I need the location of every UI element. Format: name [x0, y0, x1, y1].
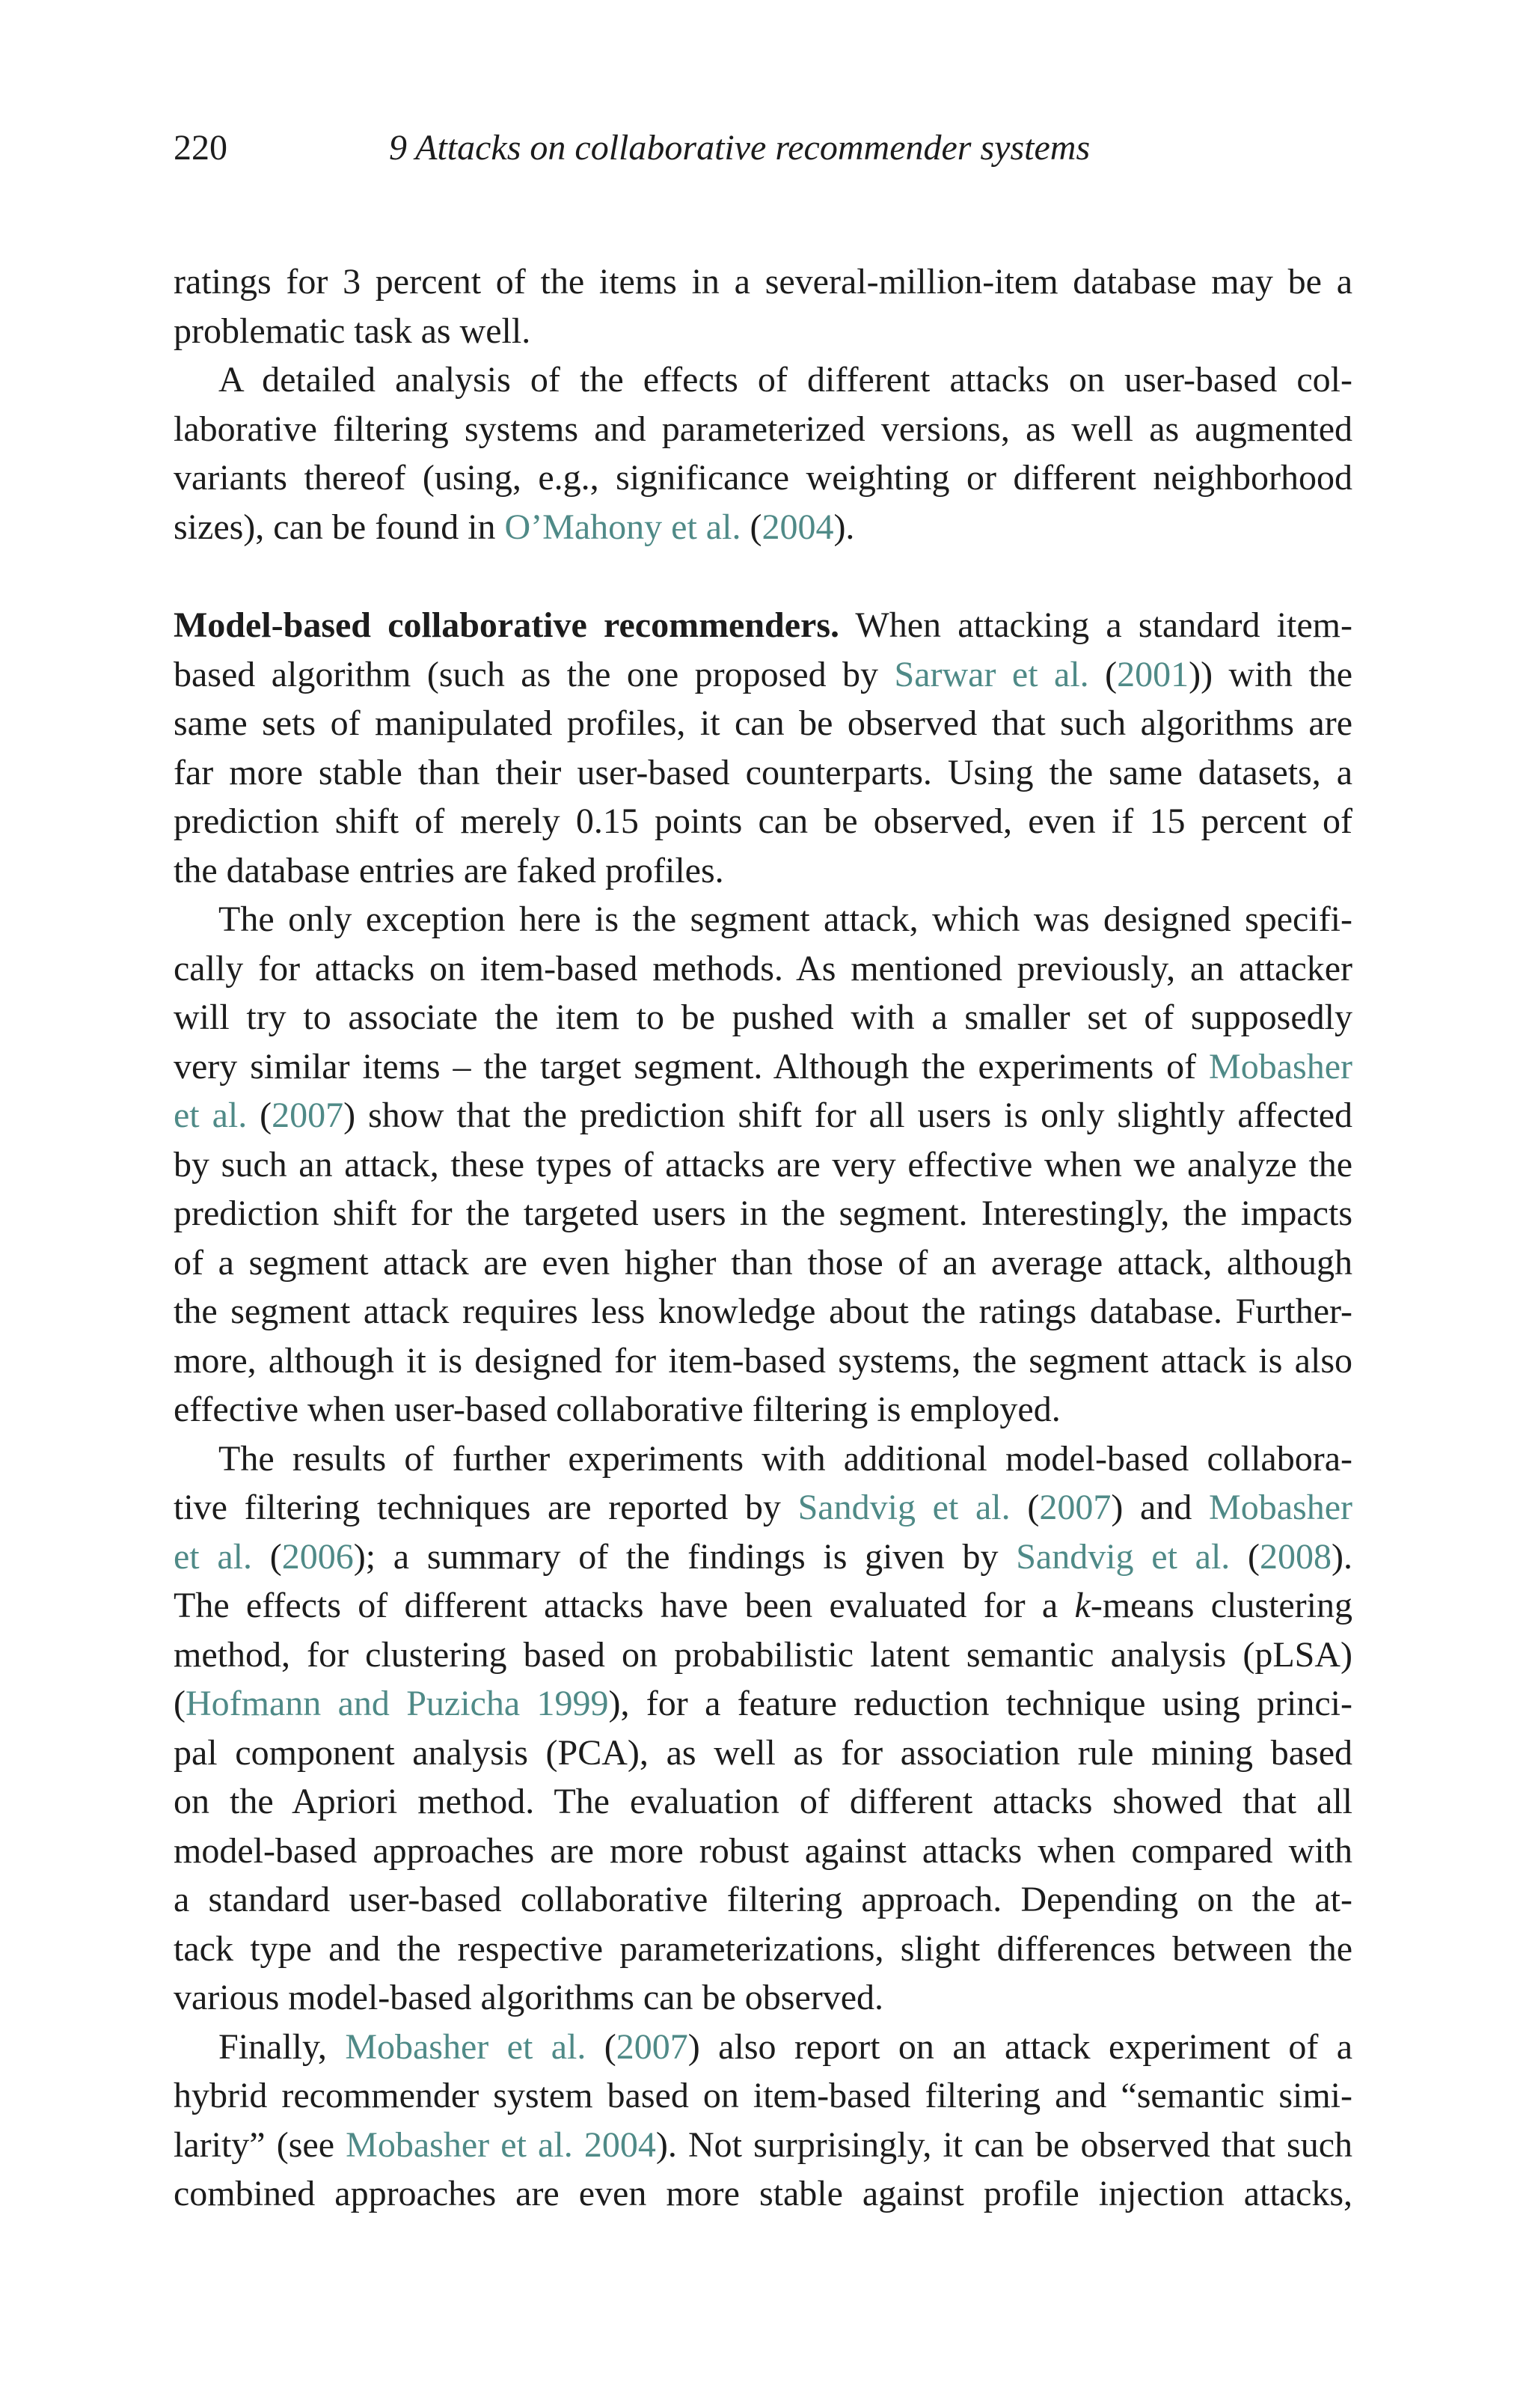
- text-line: various model-based algorithms can be observed.: [174, 1978, 884, 2017]
- text-line: model-based approaches are more robust against attacks when compared with: [174, 1830, 1352, 1871]
- text-line: laborative filtering systems and parameterized versions, as well as augmented: [174, 409, 1352, 449]
- citation-link[interactable]: Sandvig et al.: [1016, 1536, 1231, 1577]
- text-line: et al. (2007) show that the prediction shift for all users is only slightly affected: [174, 1095, 1352, 1135]
- citation-link[interactable]: Mobasher et al. 2004: [346, 2124, 656, 2165]
- citation-link[interactable]: Sarwar et al.: [894, 654, 1089, 694]
- citation-link[interactable]: 2004: [762, 507, 834, 547]
- text-line: on the Apriori method. The evaluation of different attacks showed that all: [174, 1782, 1352, 1821]
- running-header: [174, 126, 1352, 171]
- citation-link[interactable]: O’Mahony et al.: [504, 507, 741, 547]
- citation-link[interactable]: Mobasher: [1209, 1488, 1352, 1527]
- text-line: prediction shift for the targeted users in the segment. Interestingly, the impacts: [174, 1194, 1352, 1233]
- text-line: far more stable than their user-based counterparts. Using the same datasets, a: [174, 752, 1352, 792]
- text-line: larity” (see Mobasher et al. 2004). Not surprisingly, it can be observed that such: [174, 2124, 1352, 2165]
- citation-link[interactable]: Mobasher: [1209, 1046, 1352, 1087]
- text-line: the database entries are faked profiles.: [174, 850, 724, 890]
- citation-link[interactable]: 2008: [1260, 1536, 1332, 1577]
- citation-link[interactable]: 2007: [616, 2026, 688, 2067]
- page-number: 220: [174, 128, 227, 168]
- citation-link[interactable]: 2006: [281, 1536, 354, 1577]
- citation-link[interactable]: 2001: [1117, 654, 1189, 694]
- text-line: combined approaches are even more stable against profile injection attacks,: [174, 2174, 1352, 2213]
- text-line: effective when user-based collaborative filtering is employed.: [174, 1390, 1061, 1429]
- text-line: Finally, Mobasher et al. (2007) also report on an attack experiment of a: [218, 2026, 1352, 2067]
- citation-link[interactable]: et al.: [174, 1536, 253, 1577]
- text-line: will try to associate the item to be pushed with a smaller set of supposedly: [174, 997, 1352, 1037]
- citation-link[interactable]: Mobasher et al.: [345, 2026, 586, 2067]
- citation-link[interactable]: Hofmann and Puzicha 1999: [185, 1684, 609, 1723]
- text-line: The effects of different attacks have been evaluated for a k-means clustering: [174, 1586, 1352, 1625]
- text-line: Model-based collaborative recommenders. When attacking a standard item-: [174, 605, 1352, 645]
- citation-link[interactable]: et al.: [174, 1095, 248, 1135]
- text-line: the segment attack requires less knowledge about the ratings database. Further-: [174, 1292, 1352, 1331]
- text-line: variants thereof (using, e.g., significance weighting or different neighborhood: [174, 458, 1352, 498]
- text-line: tive filtering techniques are reported by Sandvig et al. (2007) and Mobasher: [174, 1488, 1352, 1527]
- text-line: based algorithm (such as the one proposed by Sarwar et al. (2001)) with the: [174, 654, 1352, 694]
- text-line: by such an attack, these types of attacks are very effective when we analyze the: [174, 1144, 1352, 1185]
- text-line: method, for clustering based on probabilistic latent semantic analysis (pLSA): [174, 1634, 1352, 1675]
- text-line: (Hofmann and Puzicha 1999), for a feature reduction technique using princi-: [174, 1684, 1352, 1723]
- text-line: tack type and the respective parameterizations, slight differences between the: [174, 1928, 1352, 1969]
- text-line: pal component analysis (PCA), as well as for association rule mining based: [174, 1732, 1352, 1773]
- citation-link[interactable]: 2007: [272, 1095, 344, 1135]
- text-line: same sets of manipulated profiles, it can be observed that such algorithms are: [174, 703, 1352, 743]
- run-in-heading: Model-based collaborative recommenders.: [174, 605, 840, 645]
- text-line: ratings for 3 percent of the items in a several-million-item database may be a: [174, 262, 1352, 302]
- text-line: sizes), can be found in O’Mahony et al. (2004).: [174, 507, 855, 547]
- text-line: et al. (2006); a summary of the findings is given by Sandvig et al. (2008).: [174, 1536, 1352, 1577]
- text-line: more, although it is designed for item-based systems, the segment attack is also: [174, 1340, 1352, 1381]
- text-line: A detailed analysis of the effects of different attacks on user-based col-: [218, 360, 1352, 400]
- text-line: cally for attacks on item-based methods. As mentioned previously, an attacker: [174, 948, 1352, 988]
- section-gap: [174, 551, 1352, 601]
- text-line: problematic task as well.: [174, 311, 531, 351]
- text-line: The results of further experiments with additional model-based collabora-: [218, 1438, 1352, 1479]
- citation-link[interactable]: 2007: [1039, 1488, 1112, 1527]
- citation-link[interactable]: Sandvig et al.: [797, 1488, 1011, 1527]
- text-line: prediction shift of merely 0.15 points can be observed, even if 15 percent of: [174, 801, 1352, 841]
- math-variable: k: [1074, 1586, 1091, 1625]
- text-line: of a segment attack are even higher than those of an average attack, although: [174, 1242, 1352, 1283]
- text-line: hybrid recommender system based on item-based filtering and “semantic simi-: [174, 2076, 1352, 2115]
- running-title: 9 Attacks on collaborative recommender systems: [389, 128, 1091, 168]
- text-line: a standard user-based collaborative filtering approach. Depending on the at-: [174, 1880, 1352, 1919]
- text-line: The only exception here is the segment attack, which was designed specifi-: [218, 899, 1352, 939]
- body-text: [174, 257, 1352, 2219]
- text-line: very similar items – the target segment. Although the experiments of Mobasher: [174, 1046, 1352, 1087]
